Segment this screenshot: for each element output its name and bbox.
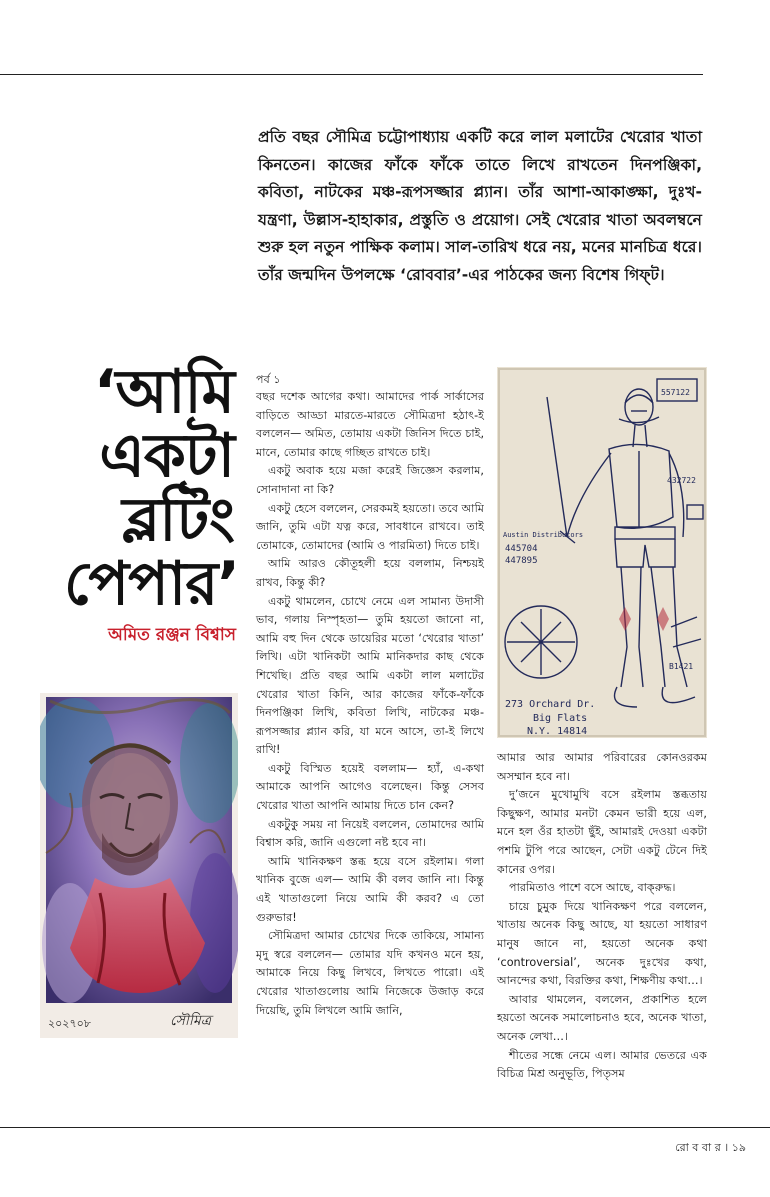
sketch-note-number-4: 432722	[667, 476, 696, 485]
sketch-note-number-1: 445704	[505, 544, 538, 554]
top-rule	[0, 74, 703, 75]
intro-text: প্রতি বছর সৌমিত্র চট্টোপাধ্যায় একটি করে লাল মলাটের খেরোর খাতা কিনতেন। কাজের ফাঁকে ফাঁকে তাতে লিখে রাখতেন দিনপঞ্জিকা, কবিতা, নাটকের মঞ্চ-রূপসজ্জার প্ল্যান। তাঁর আশা-আকাঙ্ক্ষা, দুঃখ-যন্ত্রণা, উল্লাস-হাহাকার, প্রস্তুতি ও প্রয়োগ। সেই খেরোর খাতা অবলম্বনে শুরু হল নতুন পাক্ষিক কলাম। সাল-তারিখ ধরে নয়, মনের মানচিত্র ধরে। তাঁর জন্মদিন উপলক্ষে ‘রোববার’-এর পাঠকের জন্য বিশেষ গিফ্‌ট।	[258, 128, 702, 284]
body-paragraph: একটুকু সময় না নিয়েই বললেন, তোমাদের আমি বিশ্বাস করি, জানি এগুলো নষ্ট হবে না।	[256, 817, 484, 850]
sketch-address-line-2: Big Flats	[533, 713, 588, 724]
body-paragraph: একটু অবাক হয়ে মজা করেই জিজ্ঞেস করলাম, সোনাদানা না কি?	[256, 464, 484, 496]
painting-date: ২০২৭০৮	[48, 1017, 91, 1030]
body-paragraph: সৌমিত্রদা আমার চোখের দিকে তাকিয়ে, সামান্য মৃদু স্বরে বললেন— তোমার যদি কখনও মনে হয়, আমাকে নিয়ে কিছু লিখবে, লিখতে পারো। এই খেরোর খাতাগুলোয় আমি নিজেকে উজাড় করে দিয়েছি, তুমি লিখলে আমি জানি,	[256, 929, 484, 1017]
article-body-column	[256, 372, 484, 1020]
sketch-note-distributor: Austin Distributors	[503, 531, 584, 539]
pen-sketch-image	[497, 367, 707, 738]
body-paragraph: বছর দশেক আগের কথা। আমাদের পার্ক সার্কাসের বাড়িতে আড্ডা মারতে-মারতে সৌমিত্রদা হঠাৎ-ই বললেন— অমিত, তোমায় একটা জিনিস দিতে চাই, মানে, তোমার কাছে গচ্ছিত রাখতে চাই।	[256, 390, 484, 459]
sketch-address-line-3: N.Y. 14814	[527, 726, 588, 737]
body-paragraph: আমি আরও কৌতূহলী হয়ে বললাম, নিশ্চয়ই রাখব, কিন্তু কী?	[256, 557, 484, 589]
headline	[64, 357, 239, 619]
part-label: পর্ব ১	[256, 373, 281, 386]
body-paragraph: শীতের সন্ধে নেমে এল। আমার ভেতরে এক বিচিত্র মিশ্র অনুভূতি, পিতৃসম	[497, 1048, 707, 1081]
author-byline: অমিত রঞ্জন বিশ্বাস	[108, 625, 236, 645]
headline-line-2: একটা	[99, 421, 234, 491]
watercolor-portrait-image	[40, 693, 238, 1038]
painting-signature: সৌমিত্র	[170, 1013, 211, 1029]
body-paragraph: আমার আর আমার পরিবারের কোনওরকম অসম্মান হবে না।	[497, 751, 707, 783]
body-paragraph: একটু থামলেন, চোখে নেমে এল সামান্য উদাসী ভাব, গলায় নিস্পৃহতা— তুমি হয়তো জানো না, আমি বহু দিন থেকে ডায়েরির মতো ‘খেরোর খাতা’ লিখি। এটা খানিকটা আমি মানিকদার কাছ থেকে শিখেছি। প্রতি বছর আমি একটা লাল মলাটের খেরোর খাতা কিনি, আর কাজের ফাঁকে-ফাঁকে দিনপঞ্জিকা লিখি, কবিতা লিখি, নাটকের মঞ্চ-রূপসজ্জার প্ল্যান করি, যা মনে আসে, তা-ই লিখে রাখি!	[256, 594, 484, 757]
body-paragraph: আমি খানিকক্ষণ স্তব্ধ হয়ে বসে রইলাম। গলা খানিক বুজে এল— আমি কী বলব জানি না। কিন্তু এই খাতাগুলো নিয়ে আমি কী করব? এ তো গুরুভার!	[256, 854, 484, 924]
body-paragraph: একটু হেসে বললেন, সেরকমই হয়তো। তবে আমি জানি, তুমি এটা যত্ন করে, সাবধানে রাখবে। তাই তোমাকে, তোমাদের (আমি ও পারমিতা) দিতে চাই।	[256, 501, 484, 552]
article-body-column-right	[497, 749, 707, 1084]
body-paragraph: চায়ে চুমুক দিয়ে খানিকক্ষণ পরে বললেন, খাতায় অনেক কিছু আছে, যা হয়তো সাধারণ মানুষ জানে না, হয়তো অনেক কথা ‘controversial’, অনেক দুঃখের কথা, আনন্দের কথা, বিরক্তির কথা, শিক্ষণীয় কথা…।	[497, 899, 707, 988]
body-paragraph: পারমিতাও পাশে বসে আছে, বাক্‌রুদ্ধ।	[509, 881, 676, 895]
sketch-note-number-3: 557122	[661, 388, 690, 397]
sketch-address-line-1: 273 Orchard Dr.	[505, 699, 596, 710]
headline-line-4: পেপার’	[64, 549, 239, 619]
sketch-note-number-2: 447895	[505, 556, 538, 566]
body-paragraph: আবার থামলেন, বললেন, প্রকাশিত হলে হয়তো অনেক সমালোচনাও হবে, অনেক খাতা, অনেক লেখা…।	[497, 992, 707, 1043]
body-paragraph: দু’জনে মুখোমুখি বসে রইলাম স্তব্ধতায় কিছুক্ষণ, আমার মনটা কেমন ভারী হয়ে এল, মনে হল ওঁর হাতটা ছুঁই, আমারই দেওয়া একটা পশমি টুপি পরে আছেন, সেটা একটু টেনে দিই কানের ওপর।	[497, 788, 707, 876]
sketch-note-code: B1421	[669, 662, 694, 671]
bottom-rule	[0, 1127, 770, 1128]
body-paragraph: একটু বিস্মিত হয়েই বললাম— হ্যাঁ, এ-কথা আমাকে আপনি আগেও বলেছেন। কিন্তু সেসব খেরোর খাতা আপনি আমায় দিতে চান কেন?	[256, 761, 484, 813]
headline-line-3: ব্লটিং	[122, 485, 234, 555]
headline-line-1: ‘আমি	[93, 357, 234, 427]
page-folio: রো ব বা র । ১৯	[675, 1141, 746, 1154]
